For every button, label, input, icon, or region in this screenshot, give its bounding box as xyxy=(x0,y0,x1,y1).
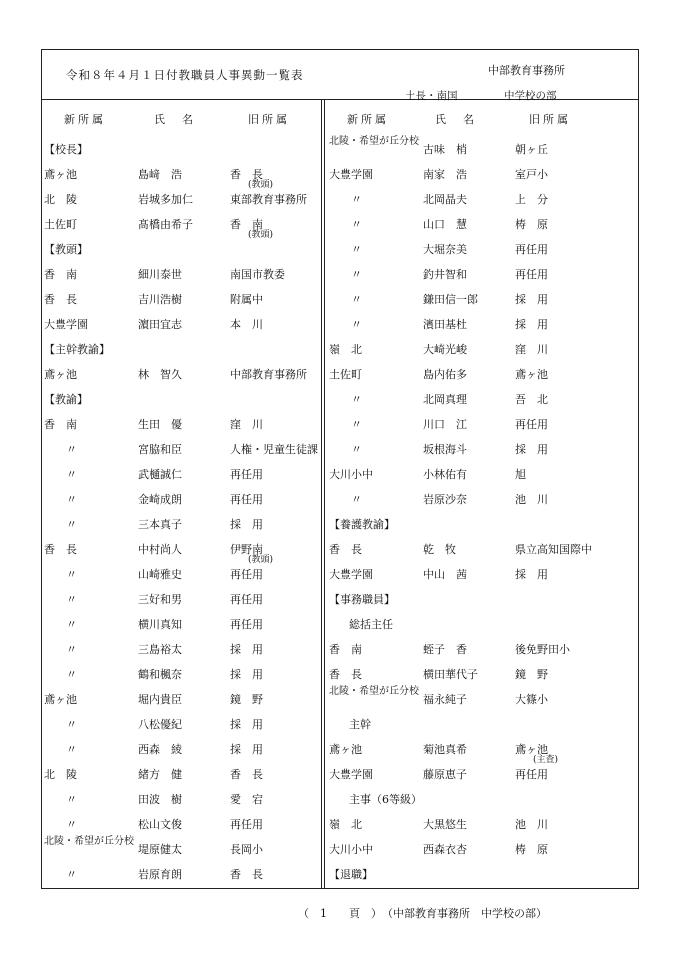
new-affiliation: 鳶ヶ池 xyxy=(44,168,77,181)
old-affiliation xyxy=(515,216,609,232)
old-affiliation-text: 上 分 xyxy=(515,193,548,206)
old-affiliation xyxy=(515,441,609,457)
new-affiliation: 〃 xyxy=(66,493,77,506)
table-row xyxy=(44,636,322,661)
table-row xyxy=(329,361,607,386)
old-affiliation xyxy=(515,841,609,857)
person-name: 田波 樹 xyxy=(138,793,182,806)
old-affiliation xyxy=(515,241,609,257)
old-affiliation-text: 梼 原 xyxy=(515,843,548,856)
left-column-header xyxy=(44,100,322,136)
table-row xyxy=(44,786,322,811)
section-label: 【養護教諭】 xyxy=(329,518,395,531)
table-row xyxy=(44,536,322,565)
person-name: 北岡真理 xyxy=(423,393,467,406)
person-name: 堤原健太 xyxy=(138,843,182,856)
table-row xyxy=(44,811,322,836)
new-affiliation: 〃 xyxy=(66,468,77,481)
table-row xyxy=(329,536,607,561)
old-affiliation-text: 旭 xyxy=(515,468,526,481)
old-affiliation xyxy=(515,166,609,182)
section-label: 【退職】 xyxy=(329,868,373,881)
new-affiliation: 鳶ヶ池 xyxy=(329,743,362,756)
old-affiliation xyxy=(515,391,609,407)
person-name: 髙橋由希子 xyxy=(138,218,193,231)
new-affiliation: 香 南 xyxy=(44,418,77,431)
old-affiliation xyxy=(230,541,324,565)
old-affiliation-text: 鳶ヶ池 xyxy=(515,368,548,381)
old-affiliation xyxy=(230,841,324,857)
old-affiliation xyxy=(515,666,609,682)
table-row xyxy=(329,161,607,186)
person-name: 岩原沙奈 xyxy=(423,493,467,506)
new-affiliation: 香 長 xyxy=(44,293,77,306)
person-name: 蛭子 香 xyxy=(423,643,467,656)
old-affiliation-text: 採 用 xyxy=(230,743,263,756)
table-row xyxy=(44,361,322,386)
old-affiliation-text: 採 用 xyxy=(515,318,548,331)
table-row xyxy=(329,311,607,336)
old-affiliation xyxy=(515,691,609,707)
table-row xyxy=(329,561,607,586)
person-name: 濱田基杜 xyxy=(423,318,467,331)
old-affiliation xyxy=(230,766,324,782)
person-name: 小林佑有 xyxy=(423,468,467,481)
old-affiliation-text: 採 用 xyxy=(515,568,548,581)
old-affiliation-text: 後免野田小 xyxy=(515,643,570,656)
old-affiliation xyxy=(230,866,324,882)
table-row xyxy=(44,261,322,286)
old-affiliation-text: 大篠小 xyxy=(515,693,548,706)
new-affiliation: 〃 xyxy=(351,193,362,206)
section-heading xyxy=(44,336,322,361)
table-row xyxy=(44,586,322,611)
old-affiliation xyxy=(230,291,324,307)
person-name: 北岡晶夫 xyxy=(423,193,467,206)
new-affiliation: 大川小中 xyxy=(329,843,373,856)
table-row xyxy=(329,186,607,211)
old-affiliation xyxy=(515,466,609,482)
person-name: 武樋誠仁 xyxy=(138,468,182,481)
header-old-affiliation: 旧所属 xyxy=(248,113,290,126)
table-row xyxy=(44,411,322,436)
new-affiliation: 〃 xyxy=(351,218,362,231)
new-affiliation: 〃 xyxy=(66,568,77,581)
table-row xyxy=(44,861,322,886)
old-affiliation-text: 再任用 xyxy=(230,468,263,481)
new-affiliation: 〃 xyxy=(66,718,77,731)
section-heading xyxy=(44,136,322,161)
new-affiliation: 〃 xyxy=(66,643,77,656)
table-row xyxy=(44,186,322,211)
table-row xyxy=(329,211,607,236)
table-row xyxy=(329,736,607,765)
old-affiliation-text: 再任用 xyxy=(230,618,263,631)
person-name: 岩城多加仁 xyxy=(138,193,193,206)
table-row xyxy=(329,411,607,436)
header-new-affiliation: 新所属 xyxy=(64,113,106,126)
old-affiliation-text: 再任用 xyxy=(515,243,548,256)
old-affiliation xyxy=(230,816,324,832)
old-affiliation-text: 伊野南 xyxy=(230,543,263,556)
old-affiliation xyxy=(230,791,324,807)
person-name: 大堀奈美 xyxy=(423,243,467,256)
table-row xyxy=(329,261,607,286)
old-affiliation-text: 南国市教委 xyxy=(230,268,285,281)
new-affiliation: 〃 xyxy=(66,518,77,531)
table-row xyxy=(329,686,607,711)
section-subheading xyxy=(329,611,607,636)
person-name: 古味 梢 xyxy=(423,143,467,156)
old-affiliation xyxy=(515,366,609,382)
office-name: 中部教育事務所 xyxy=(488,64,565,77)
old-affiliation-text: 鏡 野 xyxy=(515,668,548,681)
table-row xyxy=(329,236,607,261)
old-affiliation-text: 朝ヶ丘 xyxy=(515,143,548,156)
person-name: 西森衣杏 xyxy=(423,843,467,856)
table-row xyxy=(44,561,322,586)
table-row xyxy=(329,661,607,686)
person-name: 福永純子 xyxy=(423,693,467,706)
person-name: 大崎光峻 xyxy=(423,343,467,356)
table-row xyxy=(329,286,607,311)
section-label: 【事務職員】 xyxy=(329,593,395,606)
old-affiliation xyxy=(230,716,324,732)
person-name: 吉川浩樹 xyxy=(138,293,182,306)
old-affiliation xyxy=(230,591,324,607)
person-name: 菊池真希 xyxy=(423,743,467,756)
old-affiliation xyxy=(230,166,324,190)
table-row xyxy=(44,711,322,736)
section-label: 【主幹教諭】 xyxy=(44,343,110,356)
person-name: 島﨑 浩 xyxy=(138,168,182,181)
table-row xyxy=(44,211,322,240)
old-position-note: (教頭) xyxy=(248,555,274,565)
old-affiliation-text: 愛 宕 xyxy=(230,793,263,806)
old-affiliation xyxy=(230,516,324,532)
old-affiliation xyxy=(515,341,609,357)
column-divider-inner xyxy=(324,100,325,889)
old-affiliation-text: 窪 川 xyxy=(230,418,263,431)
new-affiliation: 〃 xyxy=(66,443,77,456)
new-affiliation: 香 長 xyxy=(329,543,362,556)
new-affiliation: 香 南 xyxy=(44,268,77,281)
old-affiliation xyxy=(515,816,609,832)
new-affiliation: 〃 xyxy=(351,418,362,431)
old-affiliation-text: 池 川 xyxy=(515,493,548,506)
person-name: 濵田宜志 xyxy=(138,318,182,331)
new-affiliation: 〃 xyxy=(66,618,77,631)
new-affiliation: 土佐町 xyxy=(44,218,77,231)
old-affiliation xyxy=(515,416,609,432)
new-affiliation: 〃 xyxy=(351,268,362,281)
old-affiliation-text: 長岡小 xyxy=(230,843,263,856)
old-affiliation xyxy=(230,691,324,707)
old-affiliation-text: 再任用 xyxy=(515,418,548,431)
section-label: 【校長】 xyxy=(44,143,88,156)
person-name: 南家 浩 xyxy=(423,168,467,181)
old-affiliation-text: 香 長 xyxy=(230,868,263,881)
old-affiliation xyxy=(230,416,324,432)
table-row xyxy=(44,661,322,686)
new-affiliation: 香 南 xyxy=(329,643,362,656)
right-column xyxy=(329,100,607,886)
old-affiliation xyxy=(230,616,324,632)
person-name: 鶴和楓奈 xyxy=(138,668,182,681)
old-affiliation xyxy=(230,566,324,582)
person-name: 西森 綾 xyxy=(138,743,182,756)
section-label: 総括主任 xyxy=(349,618,393,631)
old-affiliation xyxy=(515,641,609,657)
table-row xyxy=(44,836,322,861)
document-title: 令和８年４月１日付教職員人事異動一覧表 xyxy=(66,68,304,82)
section-label: 主事（6等級） xyxy=(349,793,422,806)
section-label: 【教頭】 xyxy=(44,243,88,256)
right-column-header xyxy=(329,100,607,136)
old-affiliation xyxy=(515,541,609,557)
old-affiliation-text: 再任用 xyxy=(230,568,263,581)
old-affiliation xyxy=(230,641,324,657)
table-row xyxy=(329,486,607,511)
new-affiliation: 〃 xyxy=(351,393,362,406)
old-affiliation-text: 県立高知国際中 xyxy=(515,543,592,556)
table-row xyxy=(329,436,607,461)
table-row xyxy=(44,436,322,461)
person-name: 堀内貴臣 xyxy=(138,693,182,706)
old-affiliation-text: 人権・児童生徒課 xyxy=(230,443,318,456)
section-label: 主幹 xyxy=(349,718,371,731)
old-affiliation xyxy=(230,741,324,757)
table-row xyxy=(44,761,322,786)
old-affiliation-text: 窪 川 xyxy=(515,343,548,356)
table-row xyxy=(44,736,322,761)
new-affiliation: 土佐町 xyxy=(329,368,362,381)
table-row xyxy=(329,386,607,411)
person-name: 横田華代子 xyxy=(423,668,478,681)
person-name: 三島裕太 xyxy=(138,643,182,656)
new-affiliation: 北陵・希望が丘分校 xyxy=(44,836,134,847)
person-name: 島内佑多 xyxy=(423,368,467,381)
right-rows xyxy=(329,136,607,886)
old-affiliation-text: 香 長 xyxy=(230,168,263,181)
person-name: 八松優紀 xyxy=(138,718,182,731)
person-name: 山口 慧 xyxy=(423,218,467,231)
person-name: 岩原育朗 xyxy=(138,868,182,881)
old-affiliation xyxy=(515,141,609,157)
person-name: 林 智久 xyxy=(138,368,182,381)
section-heading xyxy=(44,236,322,261)
old-affiliation xyxy=(515,566,609,582)
old-affiliation xyxy=(230,266,324,282)
person-name: 乾 牧 xyxy=(423,543,456,556)
page-footer: （ 1 頁 ） （中部教育事務所 中学校の部） xyxy=(298,907,547,920)
old-affiliation-text: 香 長 xyxy=(230,768,263,781)
header-new-affiliation: 新所属 xyxy=(347,113,389,126)
table-row xyxy=(329,636,607,661)
table-row xyxy=(329,136,607,161)
table-row xyxy=(44,311,322,336)
old-affiliation-text: 採 用 xyxy=(515,293,548,306)
person-name: 緒方 健 xyxy=(138,768,182,781)
old-affiliation xyxy=(230,666,324,682)
old-affiliation xyxy=(515,741,609,765)
left-rows xyxy=(44,136,322,886)
old-affiliation-text: 採 用 xyxy=(230,718,263,731)
old-affiliation-text: 吾 北 xyxy=(515,393,548,406)
new-affiliation: 〃 xyxy=(66,793,77,806)
new-affiliation: 〃 xyxy=(351,293,362,306)
old-affiliation xyxy=(230,441,324,457)
table-row xyxy=(44,611,322,636)
old-affiliation xyxy=(515,316,609,332)
table-row xyxy=(44,286,322,311)
section-name: 中学校の部 xyxy=(504,90,557,102)
person-name: 中山 茜 xyxy=(423,568,467,581)
table-row xyxy=(329,761,607,786)
old-affiliation-text: 再任用 xyxy=(515,768,548,781)
person-name: 川口 江 xyxy=(423,418,467,431)
old-affiliation xyxy=(515,191,609,207)
old-affiliation-text: 室戸小 xyxy=(515,168,548,181)
person-name: 三好和男 xyxy=(138,593,182,606)
person-name: 大黒悠生 xyxy=(423,818,467,831)
person-name: 細川泰世 xyxy=(138,268,182,281)
person-name: 三本真子 xyxy=(138,518,182,531)
header-name: 氏 名 xyxy=(154,113,196,126)
new-affiliation: 〃 xyxy=(351,318,362,331)
person-name: 松山文俊 xyxy=(138,818,182,831)
person-name: 鎌田信一郎 xyxy=(423,293,478,306)
table-row xyxy=(329,811,607,836)
old-affiliation-text: 中部教育事務所 xyxy=(230,368,307,381)
new-affiliation: 〃 xyxy=(351,443,362,456)
table-row xyxy=(329,836,607,861)
person-name: 山崎雅史 xyxy=(138,568,182,581)
person-name: 釣井智和 xyxy=(423,268,467,281)
old-affiliation-text: 採 用 xyxy=(515,443,548,456)
header-old-affiliation: 旧所属 xyxy=(529,113,571,126)
new-affiliation: 〃 xyxy=(66,668,77,681)
person-name: 横川真知 xyxy=(138,618,182,631)
old-affiliation xyxy=(230,216,324,240)
old-affiliation xyxy=(230,466,324,482)
old-affiliation-text: 鏡 野 xyxy=(230,693,263,706)
old-affiliation xyxy=(515,491,609,507)
new-affiliation: 大川小中 xyxy=(329,468,373,481)
section-heading xyxy=(44,386,322,411)
table-row xyxy=(44,511,322,536)
old-affiliation-text: 採 用 xyxy=(230,668,263,681)
old-affiliation xyxy=(230,316,324,332)
old-position-note: (教頭) xyxy=(248,230,274,240)
section-heading xyxy=(329,586,607,611)
new-affiliation: 北陵・希望が丘分校 xyxy=(329,686,419,697)
new-affiliation: 鳶ヶ池 xyxy=(44,693,77,706)
old-affiliation-text: 再任用 xyxy=(230,818,263,831)
section-subheading xyxy=(329,786,607,811)
new-affiliation: 〃 xyxy=(66,868,77,881)
table-row xyxy=(329,461,607,486)
person-name: 坂根海斗 xyxy=(423,443,467,456)
old-affiliation xyxy=(230,366,324,382)
old-affiliation xyxy=(230,191,324,207)
section-subheading xyxy=(329,711,607,736)
person-name: 宮脇和臣 xyxy=(138,443,182,456)
old-affiliation-text: 採 用 xyxy=(230,518,263,531)
new-affiliation: 〃 xyxy=(66,593,77,606)
table-row xyxy=(44,686,322,711)
old-affiliation-text: 再任用 xyxy=(230,493,263,506)
new-affiliation: 嶺 北 xyxy=(329,818,362,831)
district-name: 土長・南国 xyxy=(405,90,458,102)
new-affiliation: 嶺 北 xyxy=(329,343,362,356)
old-affiliation xyxy=(515,766,609,782)
new-affiliation: 香 長 xyxy=(329,668,362,681)
new-affiliation: 大豊学園 xyxy=(44,318,88,331)
old-affiliation xyxy=(515,266,609,282)
left-column xyxy=(44,100,322,886)
section-heading xyxy=(329,861,607,886)
old-affiliation-text: 東部教育事務所 xyxy=(230,193,307,206)
new-affiliation: 北陵・希望が丘分校 xyxy=(329,136,419,147)
new-affiliation: 大豊学園 xyxy=(329,768,373,781)
new-affiliation: 〃 xyxy=(351,493,362,506)
new-affiliation: 大豊学園 xyxy=(329,568,373,581)
new-affiliation: 香 長 xyxy=(44,543,77,556)
new-affiliation: 大豊学園 xyxy=(329,168,373,181)
old-affiliation-text: 附属中 xyxy=(230,293,263,306)
new-affiliation: 〃 xyxy=(351,243,362,256)
person-name: 中村尚人 xyxy=(138,543,182,556)
old-position-note: (主査) xyxy=(533,755,559,765)
old-position-note: (教頭) xyxy=(248,180,274,190)
new-affiliation: 鳶ヶ池 xyxy=(44,368,77,381)
old-affiliation-text: 再任用 xyxy=(230,593,263,606)
table-row xyxy=(329,336,607,361)
table-row xyxy=(44,486,322,511)
old-affiliation-text: 池 川 xyxy=(515,818,548,831)
person-name: 藤原恵子 xyxy=(423,768,467,781)
new-affiliation: 北 陵 xyxy=(44,193,77,206)
new-affiliation: 〃 xyxy=(66,743,77,756)
person-name: 金崎成朗 xyxy=(138,493,182,506)
old-affiliation xyxy=(515,291,609,307)
new-affiliation: 〃 xyxy=(66,818,77,831)
section-label: 【教諭】 xyxy=(44,393,88,406)
table-row xyxy=(44,161,322,190)
new-affiliation: 北 陵 xyxy=(44,768,77,781)
old-affiliation-text: 鳶ヶ池 xyxy=(515,743,548,756)
old-affiliation-text: 本 川 xyxy=(230,318,263,331)
table-row xyxy=(44,461,322,486)
section-heading xyxy=(329,511,607,536)
old-affiliation-text: 採 用 xyxy=(230,643,263,656)
old-affiliation-text: 梼 原 xyxy=(515,218,548,231)
old-affiliation-text: 香 南 xyxy=(230,218,263,231)
old-affiliation xyxy=(230,491,324,507)
old-affiliation-text: 再任用 xyxy=(515,268,548,281)
person-name: 生田 優 xyxy=(138,418,182,431)
header-name: 氏 名 xyxy=(435,113,477,126)
